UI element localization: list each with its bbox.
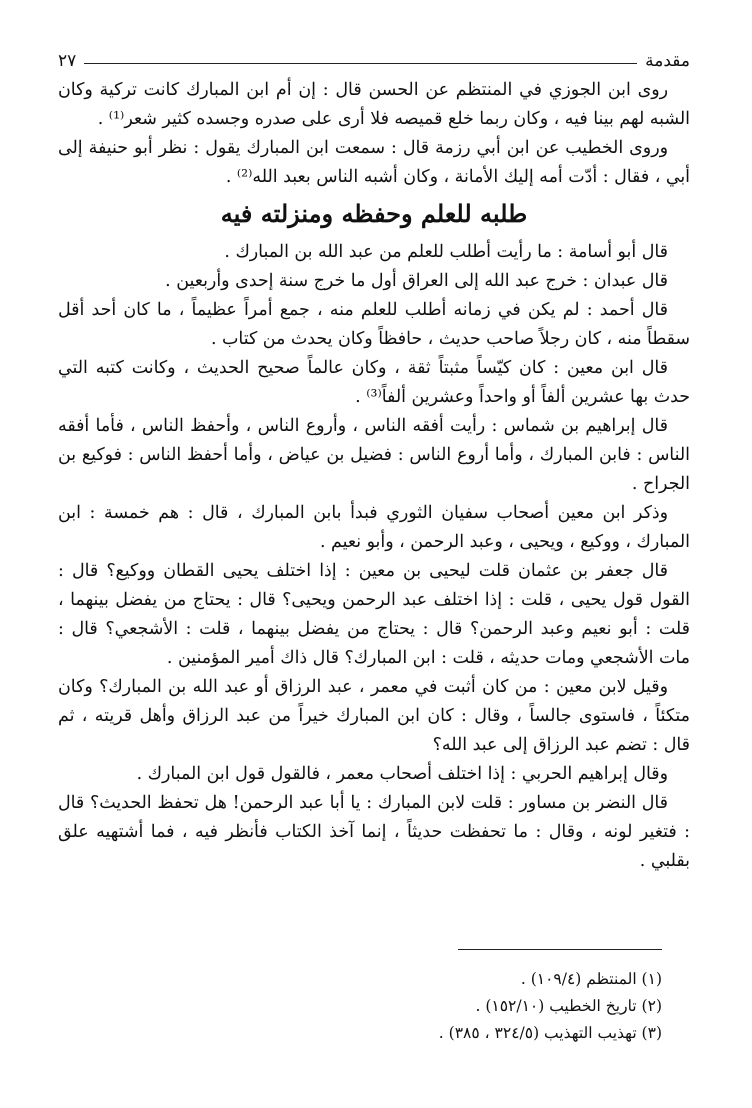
section-heading: طلبه للعلم وحفظه ومنزلته فيه: [220, 199, 528, 228]
paragraph: وقيل لابن معين : من كان أثبت في معمر ، عبد الرزاق أو عبد الله بن المبارك؟ وكان متكئاً ، فاستوى جالساً ، وقال : كان ابن المبارك خيراً من عبد الرزاق وأهل قريته ، ثم قال : تضم عبد الرزاق إلى عبد الله؟: [58, 677, 690, 755]
paragraph: قال إبراهيم بن شماس : رأيت أفقه الناس ، وأروع الناس ، وأحفظ الناس ، فأما أفقه الناس : فابن المبارك ، وأما أروع الناس : فضيل بن عياض ، وأما أحفظ الناس : فوكيع بن الجراح .: [58, 416, 690, 494]
footnote-separator: [458, 949, 662, 950]
paragraph: قال أبو أسامة : ما رأيت أطلب للعلم من عبد الله بن المبارك .: [224, 242, 668, 262]
footnote: (١) المنتظم (١٠٩/٤) .: [520, 970, 662, 988]
header-rule: [84, 63, 637, 64]
header-section-title: مقدمة: [645, 51, 690, 71]
main-text: [58, 76, 690, 876]
paragraph: قال جعفر بن عثمان قلت ليحيى بن معين : إذا اختلف يحيى القطان ووكيع؟ قال : القول قول يحيى ، قلت : إذا اختلف عبد الرحمن ويحيى؟ قال : يحتاج من يفضل بينهما ، قلت : أبو نعيم وعبد الرحمن؟ قال : يحتاج من يفضل بينهما ، قلت : الأشجعي؟ قال : مات الأشجعي ومات حديثه ، قلت : ابن المبارك؟ قال ذاك أمير المؤمنين .: [58, 561, 690, 668]
paragraph: وذكر ابن معين أصحاب سفيان الثوري فبدأ بابن المبارك ، قال : هم خمسة : ابن المبارك ، ووكيع ، ويحيى ، وعبد الرحمن ، وأبو نعيم .: [58, 503, 690, 552]
paragraph: روى ابن الجوزي في المنتظم عن الحسن قال : إن أم ابن المبارك كانت تركية وكان الشبه لهم بينا فيه ، وكان ربما خلع قميصه فلا أرى على صدره وجسده كثير شعر⁽¹⁾ .: [58, 80, 690, 129]
footnote: (٣) تهذيب التهذيب (٣٢٤/٥ ، ٣٨٥) .: [438, 1024, 662, 1042]
paragraph: قال ابن معين : كان كيّساً مثبتاً ثقة ، وكان عالماً صحيح الحديث ، وكانت كتبه التي حدث بها عشرين ألفاً أو واحداً وعشرين ألفاً⁽³⁾ .: [58, 358, 690, 407]
running-header: [58, 48, 690, 74]
paragraph: قال أحمد : لم يكن في زمانه أطلب للعلم منه ، جمع أمراً عظيماً ، ما كان أحد أقل سقطاً منه ، كان رجلاً صاحب حديث ، حافظاً وكان يحدث من كتاب .: [58, 300, 690, 349]
paragraph: قال النضر بن مساور : قلت لابن المبارك : يا أبا عبد الرحمن! هل تحفظ الحديث؟ قال : فتغير لونه ، وقال : ما تحفظت حديثاً ، إنما آخذ الكتاب فأنظر فيه ، فما أشتهيه علق بقلبي .: [58, 793, 690, 871]
footnote: (٢) تاريخ الخطيب (١٥٢/١٠) .: [475, 997, 662, 1015]
paragraph: وقال إبراهيم الحربي : إذا اختلف أصحاب معمر ، فالقول قول ابن المبارك .: [136, 764, 668, 784]
header-page-number: ٢٧: [58, 51, 77, 71]
paragraph: وروى الخطيب عن ابن أبي رزمة قال : سمعت ابن المبارك يقول : نظر أبو حنيفة إلى أبي ، فقال : أدّت أمه إليك الأمانة ، وكان أشبه الناس بعبد الله⁽²⁾ .: [58, 138, 690, 187]
footnotes: [58, 966, 662, 1047]
paragraph: قال عبدان : خرج عبد الله إلى العراق أول ما خرج سنة إحدى وأربعين .: [165, 271, 668, 291]
